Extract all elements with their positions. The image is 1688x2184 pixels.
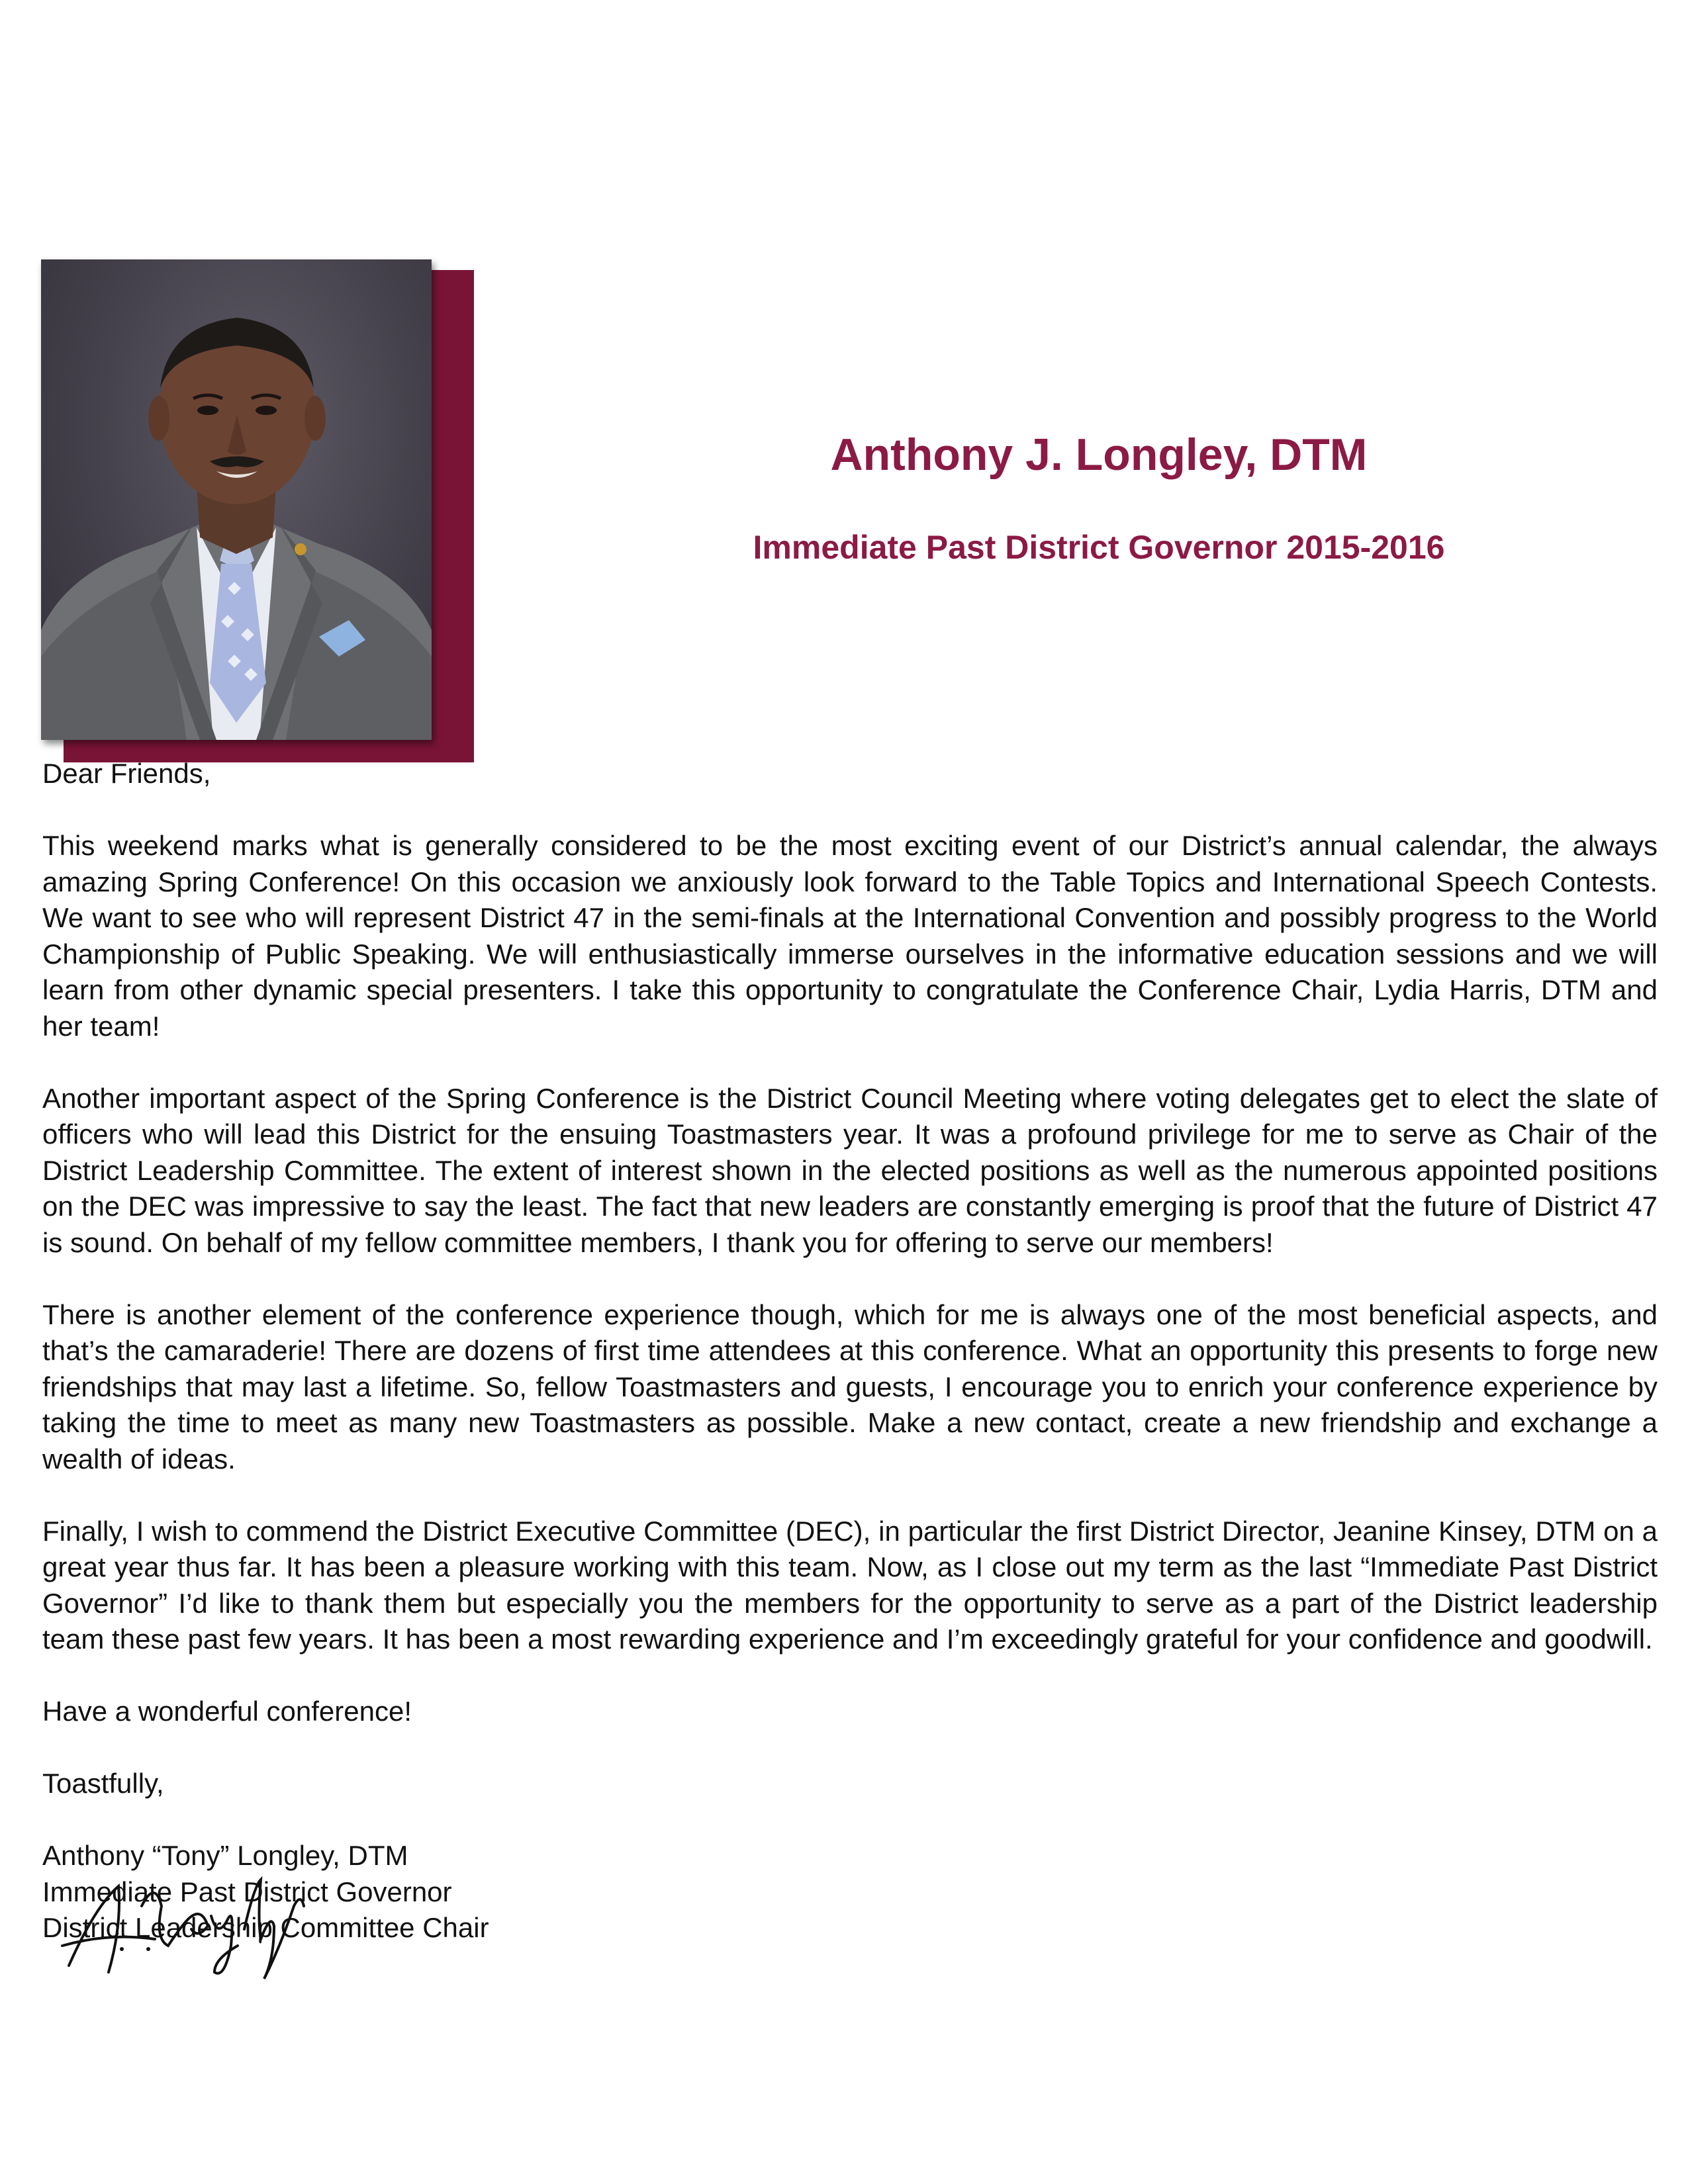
signer-name: Anthony “Tony” Longley, DTM: [42, 1840, 408, 1871]
handwritten-signature-icon: [56, 1866, 347, 1985]
signoff: Toastfully,: [42, 1768, 164, 1799]
signer-title: Immediate Past District Governor: [42, 1876, 452, 1907]
salutation: Dear Friends,: [42, 758, 211, 789]
letter-body: [42, 756, 1658, 1946]
closing-wish: Have a wonderful conference!: [42, 1696, 412, 1727]
paragraph: This weekend marks what is generally considered to be the most exciting event of our District’s annual calendar, the always amazing Spring Conference! On this occasion we anxiously look forward to the Table Topics and International Speech Contests. We want to see who will represent District 47 in the semi-finals at the International Convention and possibly progress to the World Championship of Public Speaking. We will enthusiastically immerse ourselves in the informative education sessions and we will learn from other dynamic special presenters. I take this opportunity to congratulate the Conference Chair, Lydia Harris, DTM and her team!: [42, 830, 1658, 1042]
portrait-photo: [41, 259, 432, 740]
signer-committee: District Leadership Committee Chair: [42, 1912, 489, 1943]
portrait-frame: [41, 259, 451, 739]
paragraph: Another important aspect of the Spring Conference is the District Council Meeting where voting delegates get to elect the slate of officers who will lead this District for the ensuing Toastmasters year. It was a profound privilege for me to serve as Chair of the District Leadership Committee. The extent of interest shown in the elected positions as well as the numerous appointed positions on the DEC was impressive to say the least. The fact that new leaders are constantly emerging is proof that the future of District 47 is sound. On behalf of my fellow committee members, I thank you for offering to serve our members!: [42, 1082, 1658, 1258]
signature-space: [42, 1802, 1658, 1839]
page-subtitle: Immediate Past District Governor 2015-2016: [753, 529, 1445, 566]
paragraph: Finally, I wish to commend the District Executive Committee (DEC), in particular the first District Director, Jeanine Kinsey, DTM on a great year thus far. It has been a pleasure working with this team. Now, as I close out my term as the last “Immediate Past District Governor” I’d like to thank them but especially you the members for the opportunity to serve as a part of the District leadership team these past few years. It has been a most rewarding experience and I’m exceedingly grateful for your confidence and goodwill.: [42, 1515, 1658, 1655]
portrait-illustration: [41, 259, 432, 740]
page-title: Anthony J. Longley, DTM: [830, 430, 1368, 480]
paragraph: There is another element of the conference experience though, which for me is always one of the most beneficial aspects, and that’s the camaraderie! There are dozens of first time attendees at this conference. What an opportunity this presents to forge new friendships that may last a lifetime. So, fellow Toastmasters and guests, I encourage you to enrich your conference experience by taking the time to meet as many new Toastmasters as possible. Make a new contact, create a new friendship and exchange a wealth of ideas.: [42, 1298, 1658, 1475]
